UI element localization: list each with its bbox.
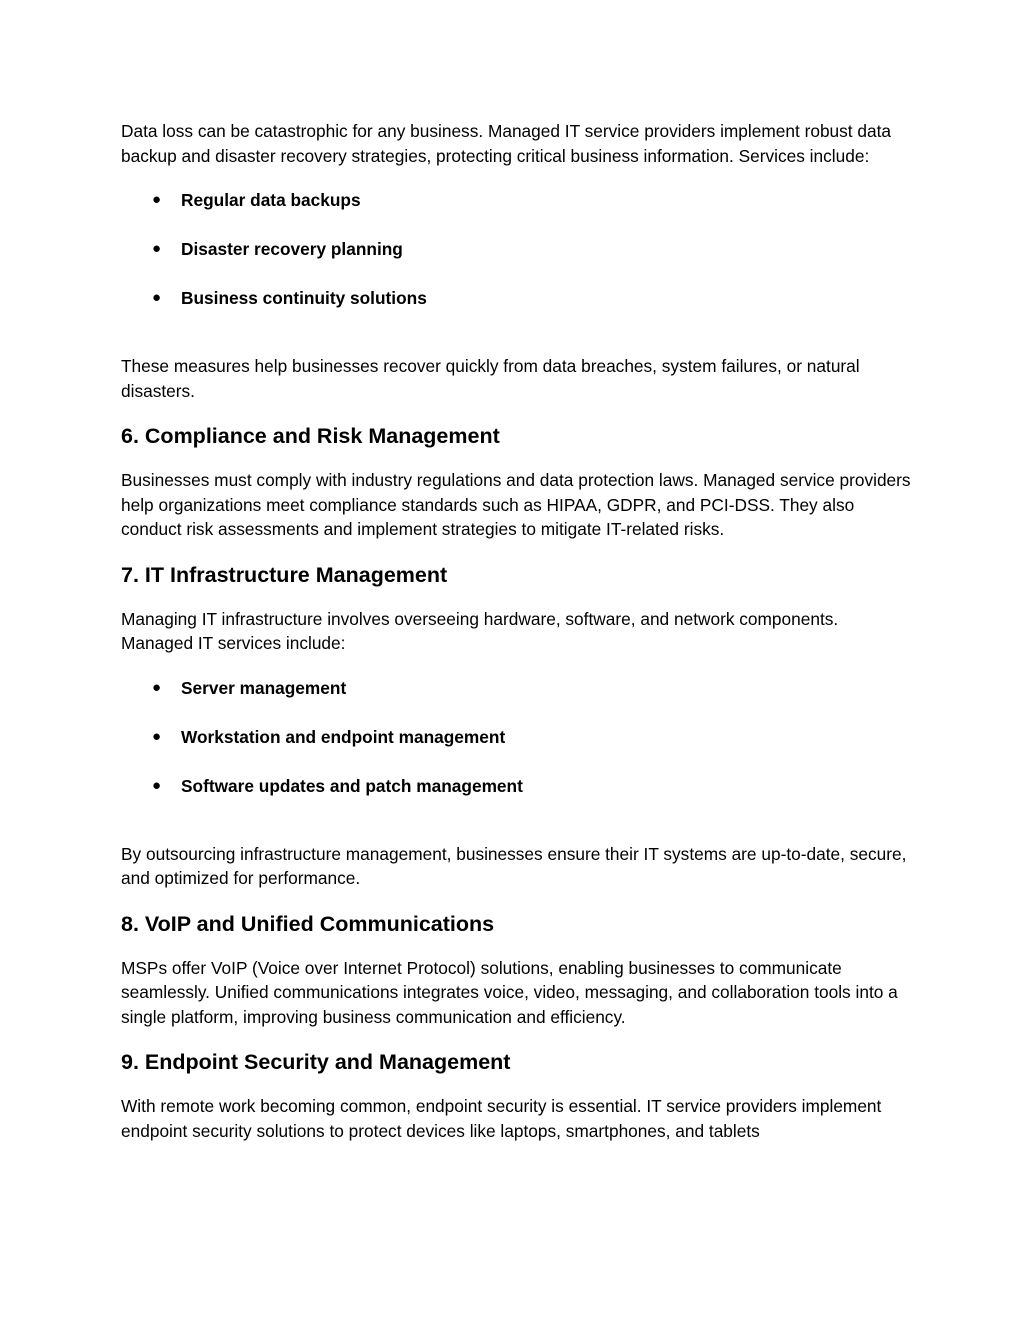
list-item-label: Server management	[181, 677, 347, 698]
list-item	[121, 725, 911, 774]
list-item	[121, 188, 911, 237]
bullet-icon: ●	[152, 727, 162, 745]
document-body	[121, 119, 911, 1143]
backup-outro-paragraph: These measures help businesses recover quickly from data breaches, system failures, or natural disasters.	[121, 356, 860, 401]
backup-intro-paragraph: Data loss can be catastrophic for any business. Managed IT service providers implement robust data backup and disaster recovery strategies, protecting critical business information. Services include:	[121, 121, 892, 166]
bullet-icon: ●	[152, 191, 162, 208]
section-heading-compliance: 6. Compliance and Risk Management	[121, 424, 500, 448]
list-item	[121, 774, 911, 798]
infrastructure-intro-paragraph: Managing IT infrastructure involves overseeing hardware, software, and network components. Managed IT services include:	[121, 608, 839, 653]
list-item	[121, 237, 911, 286]
list-item-label: Workstation and endpoint management	[181, 726, 506, 747]
bullet-icon: ●	[152, 678, 162, 696]
bullet-icon: ●	[152, 240, 162, 257]
list-item-label: Software updates and patch management	[181, 775, 523, 796]
voip-paragraph: MSPs offer VoIP (Voice over Internet Protocol) solutions, enabling businesses to communicate seamlessly. Unified communications integrates voice, video, messaging, and collaboration tools into a single platform, improving business communication and efficiency.	[121, 957, 898, 1027]
endpoint-paragraph: With remote work becoming common, endpoint security is essential. IT service providers implement endpoint security solutions to protect devices like laptops, smartphones, and tablets	[121, 1096, 882, 1141]
infrastructure-outro-paragraph: By outsourcing infrastructure management, businesses ensure their IT systems are up-to-date, secure, and optimized for performance.	[121, 843, 907, 888]
infrastructure-services-list	[121, 676, 911, 798]
compliance-paragraph: Businesses must comply with industry regulations and data protection laws. Managed service providers help organizations meet compliance standards such as HIPAA, GDPR, and PCI-DSS. They also conduct risk assessments and implement strategies to mitigate IT-related risks.	[121, 470, 911, 539]
list-item-label: Disaster recovery planning	[181, 239, 403, 259]
bullet-icon: ●	[152, 776, 162, 794]
bullet-icon: ●	[152, 289, 162, 306]
list-item	[121, 286, 911, 310]
section-heading-voip: 8. VoIP and Unified Communications	[121, 911, 495, 936]
backup-services-list	[121, 188, 911, 310]
section-heading-infrastructure: 7. IT Infrastructure Management	[121, 562, 448, 587]
section-heading-endpoint: 9. Endpoint Security and Management	[121, 1050, 511, 1074]
list-item-label: Regular data backups	[181, 190, 361, 210]
list-item-label: Business continuity solutions	[181, 288, 427, 308]
list-item	[121, 676, 911, 725]
